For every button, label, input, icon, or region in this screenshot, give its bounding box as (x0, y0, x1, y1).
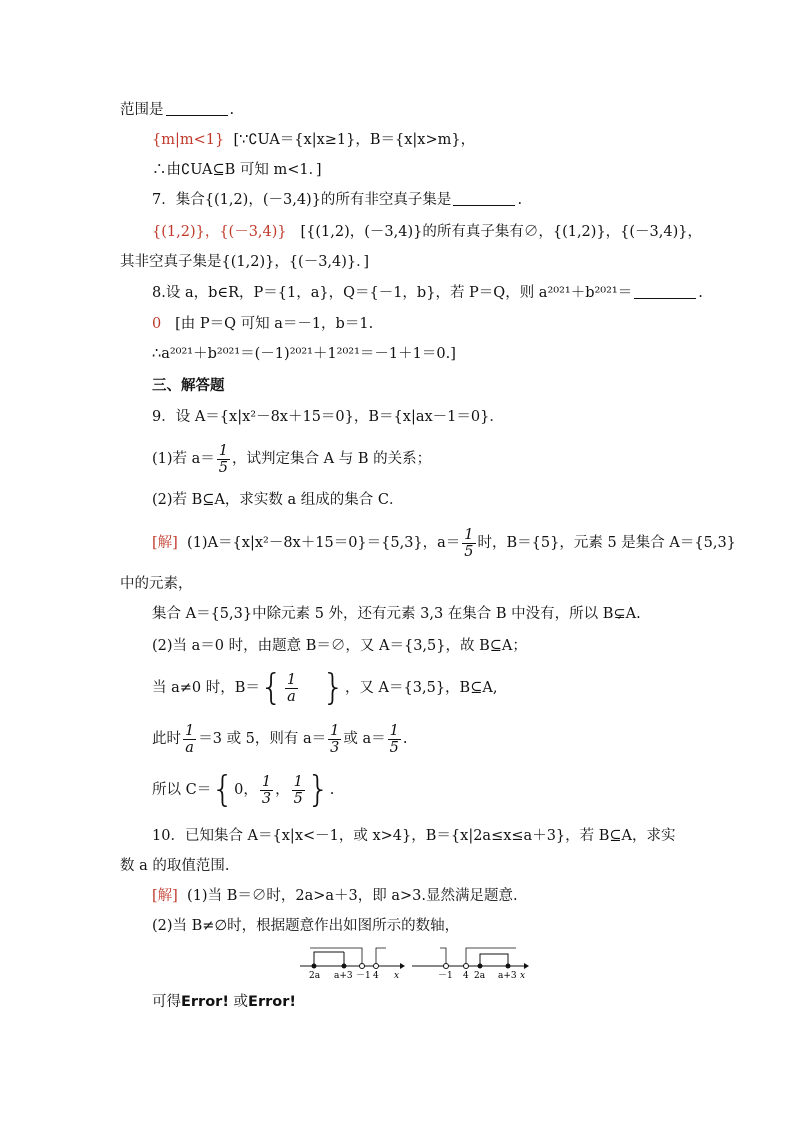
axis-label: x (520, 971, 526, 980)
question-9-part2: (2)若 B⊆A，求实数 a 组成的集合 C． (152, 492, 404, 508)
answer-8-line2: ∴a²⁰²¹＋b²⁰²¹＝(－1)²⁰²¹＋1²⁰²¹＝－1＋1＝0.] (152, 346, 456, 362)
answer-highlight: 0 (152, 316, 162, 332)
fraction: $\frac{1}{3}$ (330, 722, 340, 756)
solution-9-line3: (2)当 a＝0 时，由题意 B＝∅，又 A＝{3,5}，故 B⊆A； (152, 638, 527, 654)
tick-label: －1 (356, 971, 371, 980)
fraction: $\frac{1}{5}$ (389, 722, 399, 756)
solution-9-line2: 集合 A＝{5,3}中除元素 5 外，还有元素 3,3 在集合 B 中没有，所以 B⊊A. (152, 606, 641, 622)
error-text: Error! (181, 994, 229, 1010)
solution-10-line1: [解] (1)当 B＝∅时，2a>a＋3，即 a>3.显然满足题意. (152, 888, 518, 904)
question-7: 7．集合{(1,2)，(－3,4)}的所有非空真子集是 . (152, 192, 523, 208)
answer-highlight: {(1,2)}，{(－3,4)} (152, 224, 287, 240)
solution-tag: [解] (152, 535, 178, 551)
question-10-line1: 10．已知集合 A＝{x|x<－1，或 x>4}，B＝{x|2a≤x≤a＋3}，若 B⊆A，求实 (152, 828, 676, 844)
fraction: $\frac{1}{a}$ (286, 671, 297, 705)
answer-blank (166, 101, 228, 116)
section-heading: 三、解答题 (152, 378, 225, 394)
error-text: Error! (248, 994, 296, 1010)
tick-label: a+3 (498, 971, 517, 980)
question-9-part1: (1)若 a＝ $\frac{1}{5}$ ，试判定集合 A 与 B 的关系； (152, 442, 432, 476)
tick-label: 2a (474, 971, 486, 980)
solution-9-line6: 所以 C＝{0， $\frac{1}{3}$ ， $\frac{1}{5}$ }. (152, 769, 335, 810)
tick-label: －1 (438, 971, 453, 980)
final-line: 可得Error! 或Error! (152, 994, 296, 1010)
number-line-2 (410, 944, 532, 980)
line-range: 范围是 . (120, 102, 235, 118)
fraction: $\frac{1}{3}$ (261, 773, 272, 807)
solution-9-line4: 当 a≠0 时，B＝{ $\frac{1}{a}$ }，又 A＝{3,5}，B⊆A, (152, 667, 498, 708)
answer-7-line2: 其非空真子集是{(1,2)}，{(－3,4)}．] (120, 254, 370, 270)
fraction: $\frac{1}{5}$ (464, 526, 474, 560)
number-line-1 (296, 944, 406, 980)
answer-8: 0 [由 P＝Q 可知 a＝－1，b＝1. (152, 316, 374, 332)
answer-7: {(1,2)}，{(－3,4)} [{(1,2)，(－3,4)}的所有真子集有∅，{(1,2)}，{(－3,4)}， (152, 224, 702, 240)
question-9: 9．设 A＝{x|x²－8x＋15＝0}，B＝{x|ax－1＝0}． (152, 409, 504, 425)
answer-blank (453, 191, 515, 206)
tick-label: 4 (463, 971, 469, 980)
axis-label: x (394, 971, 400, 980)
answer-6: {m|m<1} [∵∁UA＝{x|x≥1}，B＝{x|x>m}， (152, 132, 476, 148)
solution-tag: [解] (152, 888, 178, 904)
solution-9-line5: 此时 $\frac{1}{a}$ ＝3 或 5，则有 a＝ $\frac{1}{3}$ 或 a＝ $\frac{1}{5}$ . (152, 722, 408, 756)
answer-6-conclusion: ∴由∁UA⊆B 可知 m<1．] (152, 162, 322, 178)
solution-9-line1-cont: 中的元素， (120, 576, 193, 592)
tick-label: 4 (373, 971, 379, 980)
question-8: 8.设 a，b∈R，P＝{1，a}，Q＝{－1，b}，若 P＝Q，则 a²⁰²¹＋b²⁰²¹＝ . (152, 285, 703, 301)
answer-blank (634, 284, 696, 299)
question-10-line2: 数 a 的取值范围. (120, 858, 230, 874)
solution-9-line1: [解] (1)A＝{x|x²－8x＋15＝0}＝{5,3}，a＝ $\frac{1}{5}$ 时，B＝{5}，元素 5 是集合 A＝{5,3} (152, 526, 736, 560)
fraction: $\frac{1}{a}$ (185, 722, 195, 756)
tick-label: a+3 (334, 971, 353, 980)
fraction: $\frac{1}{5}$ (218, 442, 229, 476)
solution-10-line2: (2)当 B≠∅时，根据题意作出如图所示的数轴， (152, 918, 460, 934)
tick-label: 2a (309, 971, 321, 980)
answer-highlight: {m|m<1} (152, 132, 225, 148)
fraction: $\frac{1}{5}$ (293, 773, 303, 807)
